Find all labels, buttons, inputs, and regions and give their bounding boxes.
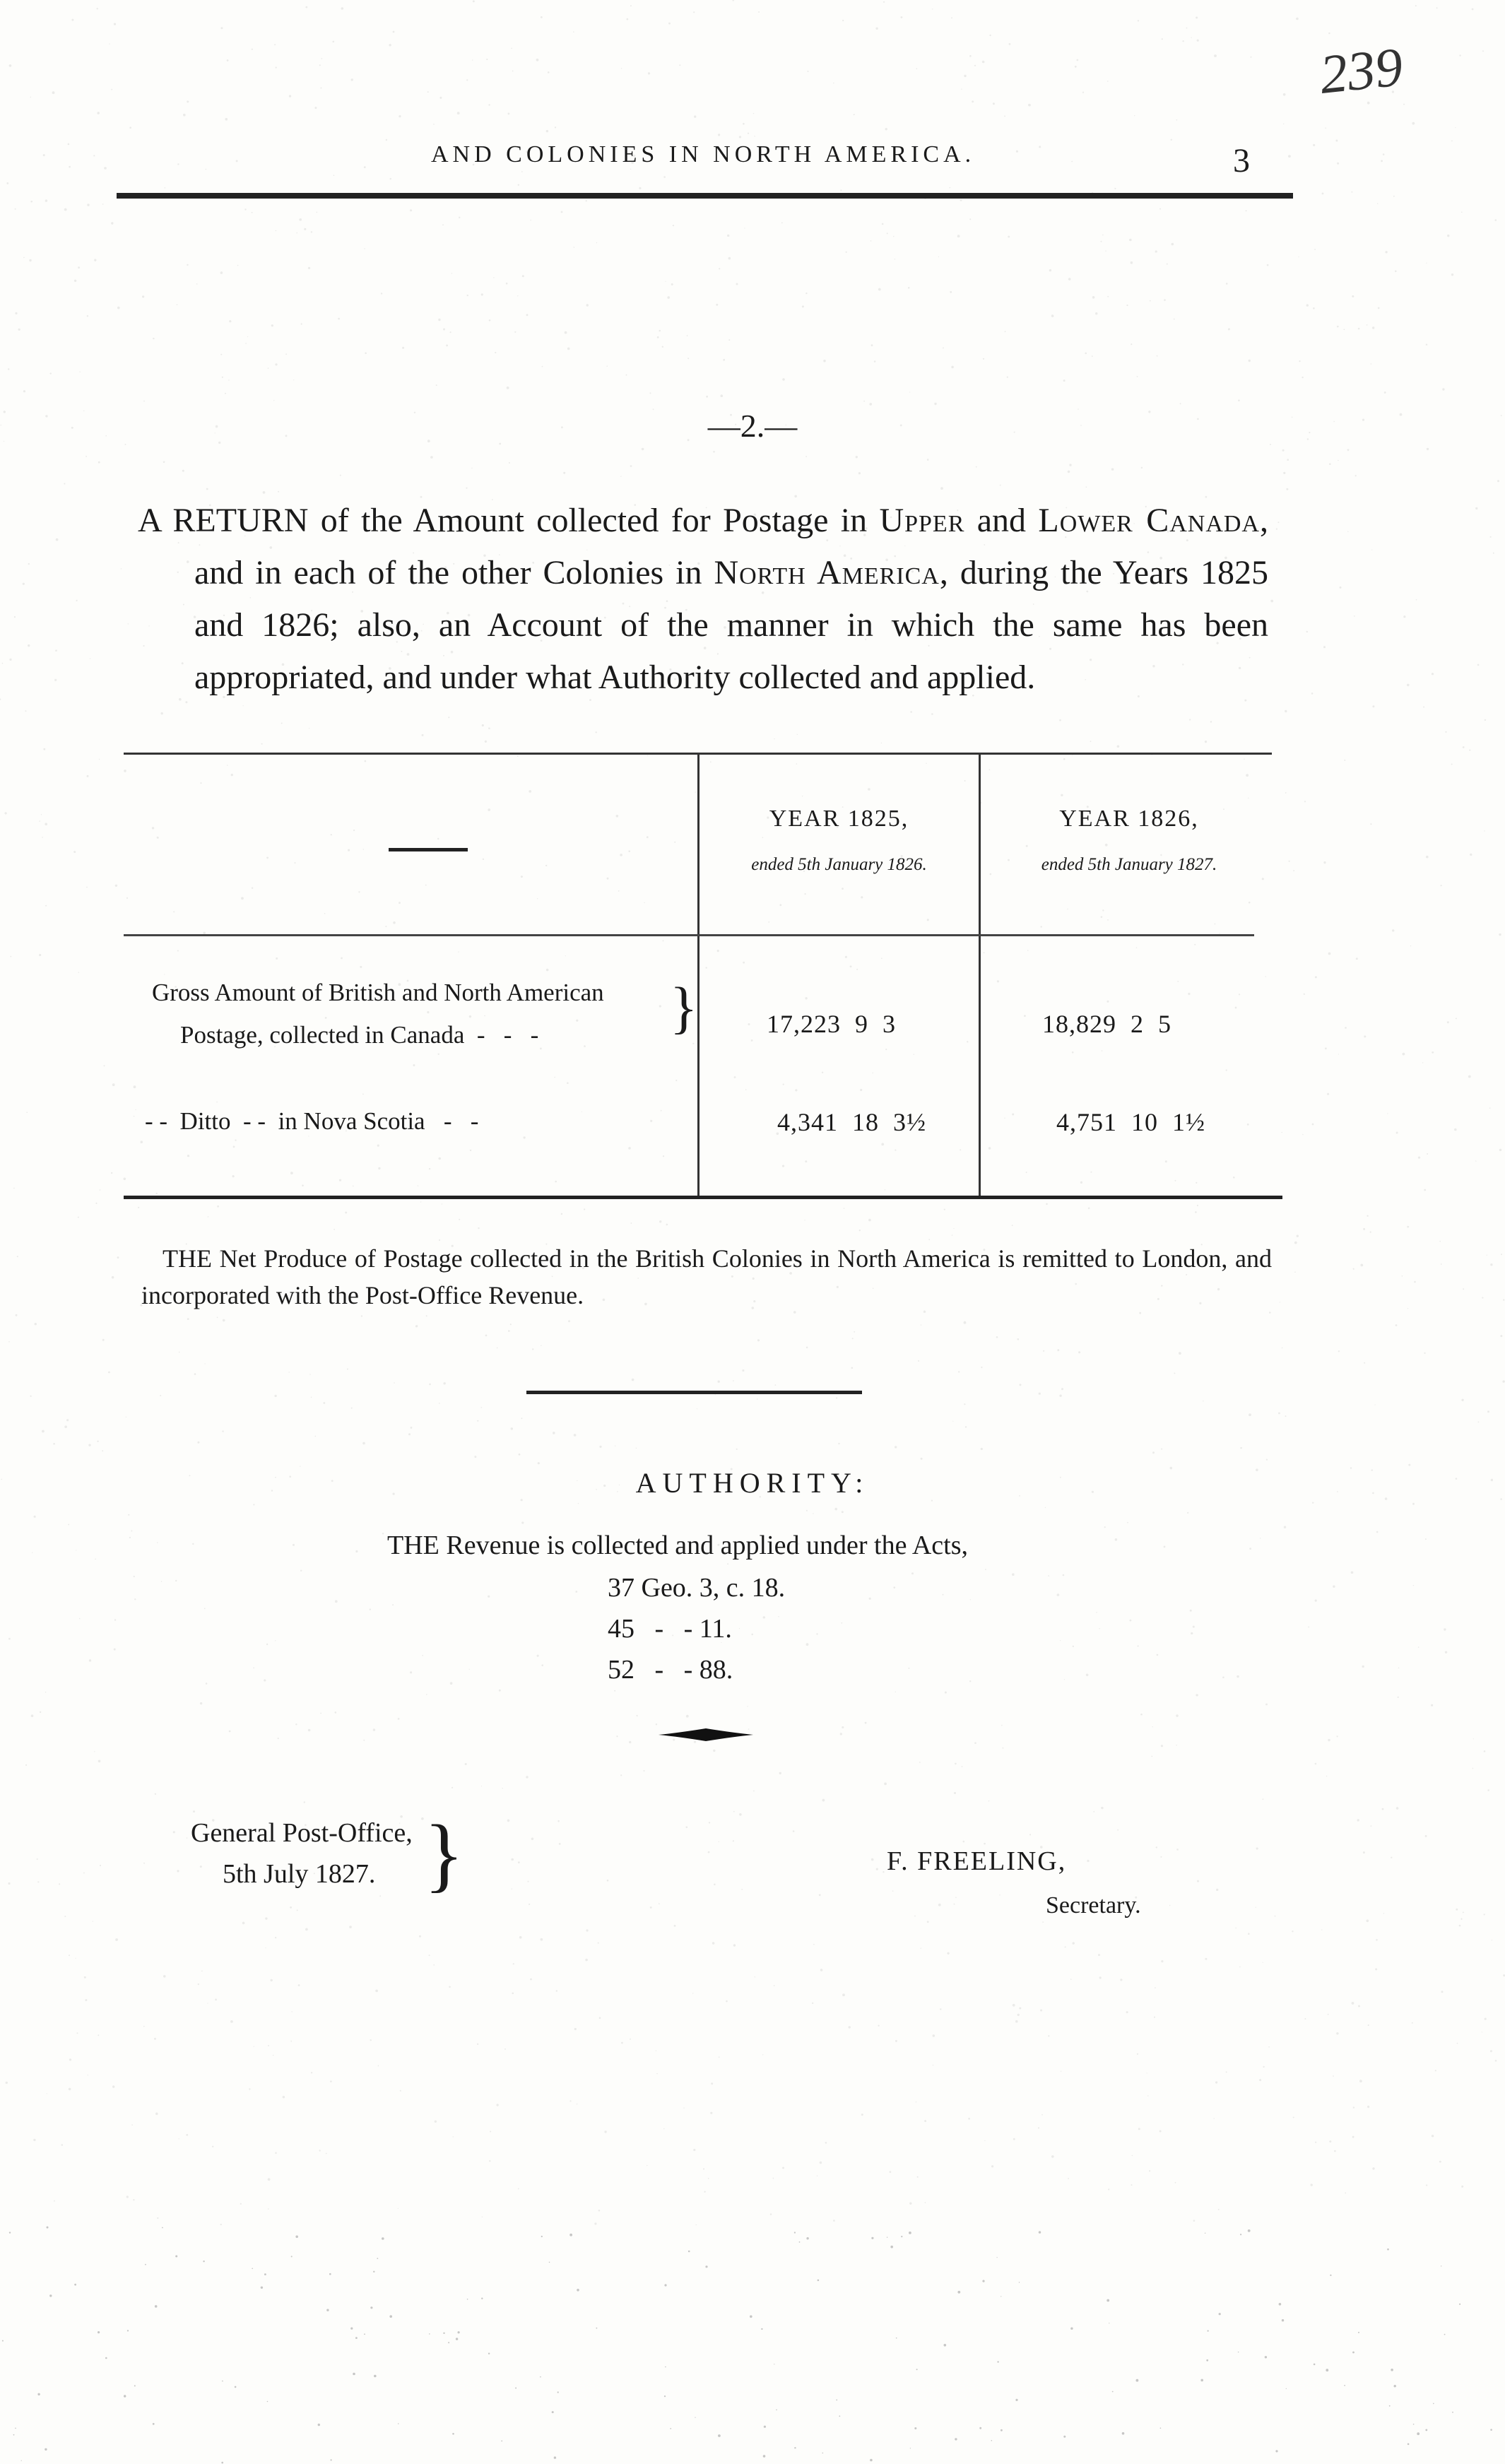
column-subheader-1826: ended 5th January 1827. (1041, 855, 1217, 874)
intro-text-4: , during the Years 1825 and 1826; also, an Account of the manner in which the same has been appropriated, and under what Authority collected and applied. (194, 554, 1268, 696)
intro-text-3: , and in each of the other Colonies in (194, 502, 1268, 591)
section-separator (526, 1391, 862, 1394)
signer-name: F. FREELING, (887, 1846, 1067, 1876)
dateline (191, 1812, 413, 1894)
row-brace: } (670, 975, 698, 1039)
signer-title: Secretary. (1046, 1892, 1141, 1918)
act-1: 37 Geo. 3, c. 18. (608, 1573, 786, 1603)
dateline-brace: } (424, 1808, 464, 1900)
table-header-rule (124, 934, 1254, 936)
cell-canada-1825: 17,223 9 3 (767, 1010, 896, 1038)
note-text: THE Net Produce of Postage collected in the British Colonies in North America is remitted to London, and incorporated with the Post-Office Revenue. (141, 1244, 1272, 1309)
cell-canada-1826: 18,829 2 5 (1042, 1010, 1171, 1038)
page-number: 3 (1233, 142, 1250, 179)
place-text: General Post-Office, (191, 1818, 413, 1848)
intro-text-1: A RETURN of the Amount collected for Postage in (138, 502, 880, 539)
column-subheader-1825: ended 5th January 1826. (751, 855, 927, 874)
act-3: 52 - - 88. (608, 1655, 733, 1685)
table-stub-dash (389, 848, 468, 851)
header-rule (117, 193, 1293, 199)
row-label-canada-line2: Postage, collected in Canada - - - (180, 1021, 539, 1049)
table-bottom-rule (124, 1196, 1282, 1199)
ornament-rule (659, 1728, 753, 1741)
row-label-canada-line1: Gross Amount of British and North American (152, 979, 604, 1006)
column-header-1826: YEAR 1826, (1059, 806, 1199, 832)
authority-heading: AUTHORITY: (635, 1467, 870, 1499)
section-mark: —2.— (707, 408, 798, 444)
handwritten-folio-number: 239 (1316, 35, 1406, 105)
column-header-1825: YEAR 1825, (769, 806, 909, 832)
row-label-nova-scotia: - - Ditto - - in Nova Scotia - - (145, 1107, 479, 1135)
net-produce-note (141, 1240, 1272, 1314)
authority-line: THE Revenue is collected and applied under the Acts, (387, 1531, 969, 1560)
intro-upper: Upper (879, 502, 965, 539)
cell-nova-scotia-1825: 4,341 18 3½ (777, 1108, 926, 1136)
return-title-paragraph (138, 495, 1268, 704)
running-head: AND COLONIES IN NORTH AMERICA. (431, 141, 976, 167)
act-2: 45 - - 11. (608, 1614, 732, 1644)
cell-nova-scotia-1826: 4,751 10 1½ (1056, 1108, 1205, 1136)
intro-north-america: North America (714, 554, 940, 591)
intro-lower-canada: Lower Canada (1038, 502, 1260, 539)
date-text: 5th July 1827. (223, 1859, 376, 1889)
intro-text-2: and (964, 502, 1039, 539)
